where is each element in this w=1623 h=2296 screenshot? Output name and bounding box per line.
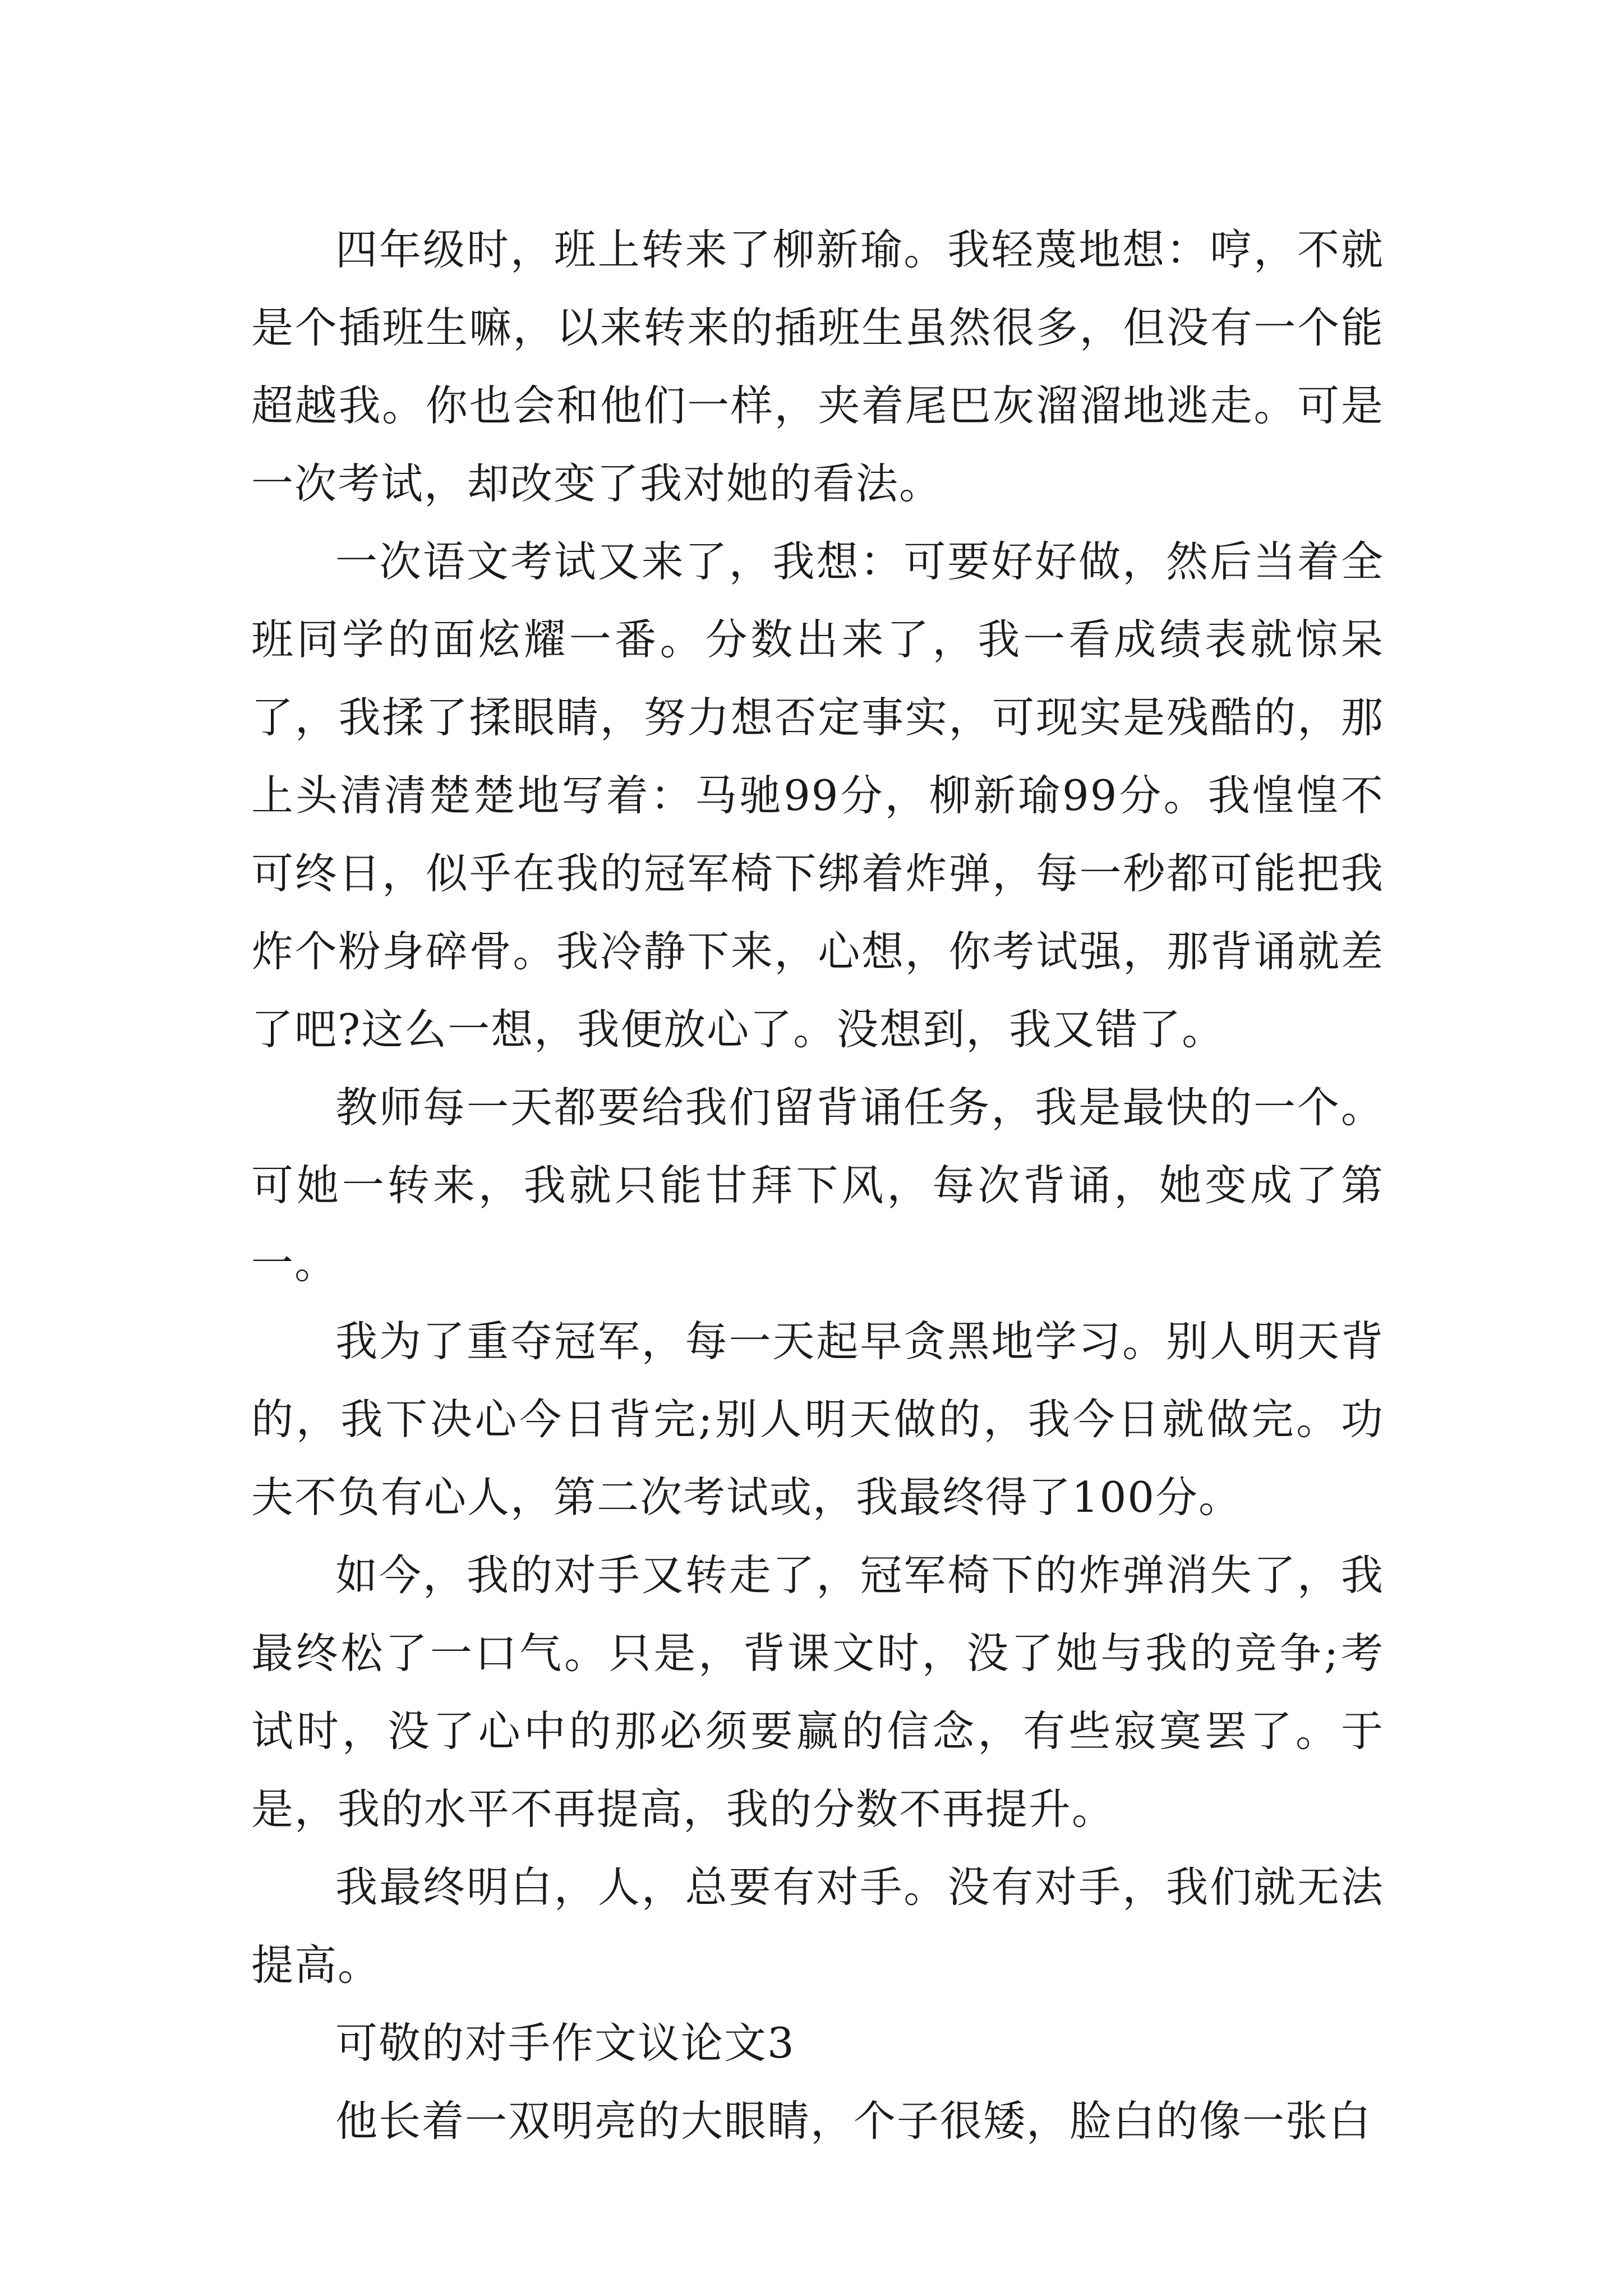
paragraph-5: 如今，我的对手又转走了，冠军椅下的炸弹消失了，我最终松了一口气。只是，背课文时，没了她与我的竞争;考试时，没了心中的那必须要赢的信念，有些寂寞罢了。于是，我的水平不再提高，我的分数不再提升。 — [251, 1550, 1384, 1834]
section-heading: 可敬的对手作文议论文3 — [335, 2018, 795, 2068]
paragraph-7: 他长着一双明亮的大眼睛，个子很矮，脸白的像一张白 — [335, 2096, 1372, 2146]
paragraph-4: 我为了重夺冠军，每一天起早贪黑地学习。别人明天背的，我下决心今日背完;别人明天做的，我今日就做完。功夫不负有心人，第二次考试或，我最终得了100分。 — [251, 1317, 1384, 1522]
paragraph-1: 四年级时，班上转来了柳新瑜。我轻蔑地想：哼，不就是个插班生嘛，以来转来的插班生虽然很多，但没有一个能超越我。你也会和他们一样，夹着尾巴灰溜溜地逃走。可是一次考试，却改变了我对她的看法。 — [251, 225, 1384, 508]
paragraph-6: 我最终明白，人，总要有对手。没有对手，我们就无法提高。 — [251, 1862, 1384, 1990]
paragraph-3: 教师每一天都要给我们留背诵任务，我是最快的一个。可她一转来，我就只能甘拜下风，每次背诵，她变成了第一。 — [251, 1083, 1384, 1288]
document-body — [251, 211, 1384, 2160]
paragraph-2: 一次语文考试又来了，我想：可要好好做，然后当着全班同学的面炫耀一番。分数出来了，我一看成绩表就惊呆了，我揉了揉眼睛，努力想否定事实，可现实是残酷的，那上头清清楚楚地写着：马驰99分，柳新瑜99分。我惶惶不可终日，似乎在我的冠军椅下绑着炸弹，每一秒都可能把我炸个粉身碎骨。我冷静下来，心想，你考试强，那背诵就差了吧?这么一想，我便放心了。没想到，我又错了。 — [251, 537, 1384, 1054]
